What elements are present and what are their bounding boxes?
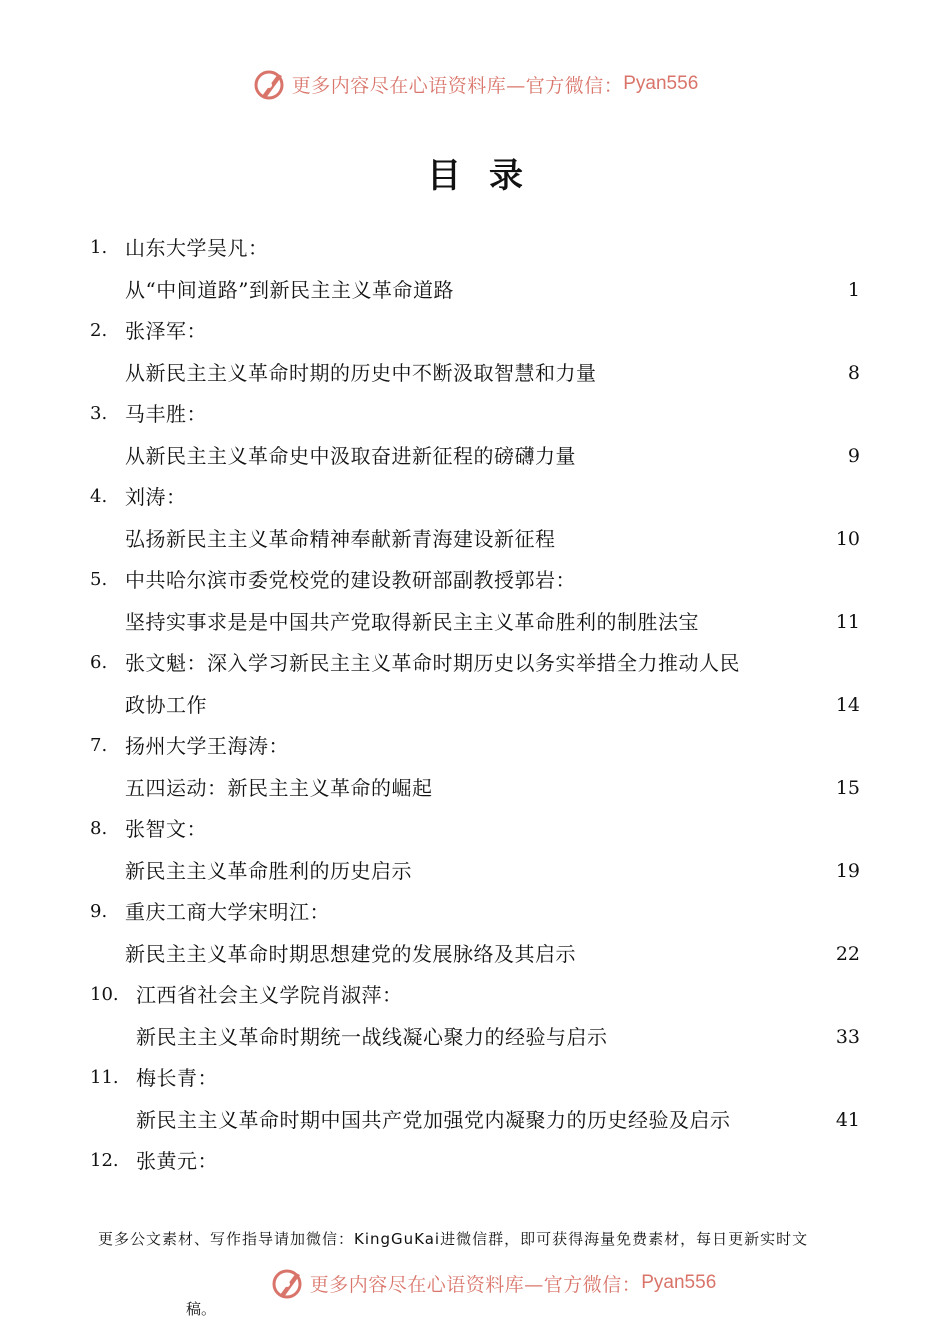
toc-entry-subtitle: 从新民主主义革命史中汲取奋进新征程的磅礴力量 [125, 443, 576, 468]
footer-note-tail: 稿。 [186, 1300, 217, 1318]
toc-entry-page-number: 33 [835, 1025, 860, 1048]
toc-entry-subtitle: 坚持实事求是是中国共产党取得新民主主义革命胜利的制胜法宝 [125, 609, 699, 634]
toc-entry-title: 张文魁：深入学习新民主主义革命时期历史以务实举措全力推动人民 [125, 651, 740, 675]
toc-entry-subtitle-line[interactable] [90, 1100, 860, 1140]
toc-entry-title: 张智文： [125, 817, 207, 841]
toc-entry-title: 张泽军： [125, 319, 207, 343]
toc-entry-number: 9. [90, 901, 108, 922]
toc-entry-subtitle: 五四运动：新民主主义革命的崛起 [125, 775, 433, 800]
toc-entry-page-number: 9 [847, 444, 860, 467]
toc-entry-number: 5. [90, 569, 108, 590]
toc-entry-page-number: 41 [835, 1108, 860, 1131]
toc-entry-title: 梅长青： [136, 1066, 218, 1090]
toc-entry-subtitle-line[interactable] [90, 768, 860, 808]
toc-entry-heading[interactable] [90, 643, 860, 683]
watermark-text: 更多内容尽在心语资料库—官方微信： [291, 74, 624, 97]
toc-entry-subtitle: 新民主主义革命时期中国共产党加强党内凝聚力的历史经验及启示 [136, 1107, 731, 1132]
toc-entry-heading[interactable] [90, 560, 860, 600]
toc-entry-number: 1. [90, 237, 108, 258]
toc-entry-subtitle-line[interactable] [90, 1017, 860, 1057]
toc-entry-subtitle: 新民主主义革命时期思想建党的发展脉络及其启示 [125, 941, 576, 966]
toc-entry-heading[interactable] [90, 726, 860, 766]
toc-entry-subtitle: 从“中间道路”到新民主主义革命道路 [125, 277, 454, 302]
toc-entry-title: 江西省社会主义学院肖淑萍： [136, 983, 403, 1007]
toc-entry-number: 12. [90, 1150, 119, 1171]
toc-entry-subtitle-line[interactable] [90, 519, 860, 559]
toc-entry-title: 山东大学吴凡： [125, 236, 269, 260]
toc-entry-number: 7. [90, 735, 108, 756]
toc-entry-page-number: 11 [835, 610, 860, 633]
watermark-top [0, 62, 950, 106]
toc-entry-number: 6. [90, 652, 108, 673]
toc-entry-number: 2. [90, 320, 108, 341]
toc-entry-title: 马丰胜： [125, 402, 207, 426]
toc-entry-heading[interactable] [90, 892, 860, 932]
toc-entry-number: 8. [90, 818, 108, 839]
toc-entry-page-number: 1 [847, 278, 860, 301]
toc-entry-heading[interactable] [90, 477, 860, 517]
toc-entry-subtitle: 新民主主义革命时期统一战线凝心聚力的经验与启示 [136, 1024, 608, 1049]
toc-entry-heading[interactable] [90, 975, 860, 1015]
watermark-text: 更多内容尽在心语资料库—官方微信： [309, 1273, 642, 1296]
toc-entry-title: 张黄元： [136, 1149, 218, 1173]
toc-entry-page-number: 10 [835, 527, 860, 550]
toc-entry-subtitle-line[interactable] [90, 602, 860, 642]
watermark-wechat-id: Pyan556 [641, 1272, 717, 1293]
toc-entry-heading[interactable] [90, 394, 860, 434]
toc-entry-subtitle-line[interactable] [90, 934, 860, 974]
toc-entry-page-number: 14 [835, 693, 860, 716]
toc-entry-number: 4. [90, 486, 108, 507]
toc-entry-page-number: 8 [847, 361, 860, 384]
watermark-bottom [18, 1261, 950, 1305]
toc-entry-subtitle-line[interactable] [90, 685, 860, 725]
toc-entry-subtitle-line[interactable] [90, 436, 860, 476]
toc-entry-subtitle: 新民主主义革命胜利的历史启示 [125, 858, 412, 883]
toc-entry-page-number: 15 [835, 776, 860, 799]
toc-entry-number: 11. [90, 1067, 119, 1088]
toc-entry-subtitle-line[interactable] [90, 270, 860, 310]
toc-entry-heading[interactable] [90, 809, 860, 849]
watermark-wechat-id: Pyan556 [623, 73, 699, 94]
toc-entry-heading[interactable] [90, 228, 860, 268]
toc-entry-title: 中共哈尔滨市委党校党的建设教研部副教授郭岩： [125, 568, 576, 592]
toc-entry-number: 10. [90, 984, 119, 1005]
toc-entry-title: 扬州大学王海涛： [125, 734, 289, 758]
pen-logo-icon [252, 66, 288, 102]
toc-entry-heading[interactable] [90, 1058, 860, 1098]
toc-entry-heading[interactable] [90, 311, 860, 351]
toc-entry-subtitle: 政协工作 [125, 692, 207, 717]
toc-entry-title: 刘涛： [125, 485, 187, 509]
toc-entry-subtitle-line[interactable] [90, 851, 860, 891]
pen-logo-icon [270, 1265, 306, 1301]
toc-entry-number: 3. [90, 403, 108, 424]
toc-entry-subtitle: 弘扬新民主主义革命精神奉献新青海建设新征程 [125, 526, 556, 551]
toc-entry-subtitle: 从新民主主义革命时期的历史中不断汲取智慧和力量 [125, 360, 597, 385]
toc-entry-title: 重庆工商大学宋明江： [125, 900, 330, 924]
toc-entry-page-number: 19 [835, 859, 860, 882]
toc-entry-page-number: 22 [835, 942, 860, 965]
toc-entry-subtitle-line[interactable] [90, 353, 860, 393]
page-title: 目录 [427, 156, 551, 196]
footer-note: 更多公文素材、写作指导请加微信：KingGuKai进微信群，即可获得海量免费素材，每日更新实时文 [98, 1230, 809, 1248]
toc-entry-heading[interactable] [90, 1141, 860, 1181]
